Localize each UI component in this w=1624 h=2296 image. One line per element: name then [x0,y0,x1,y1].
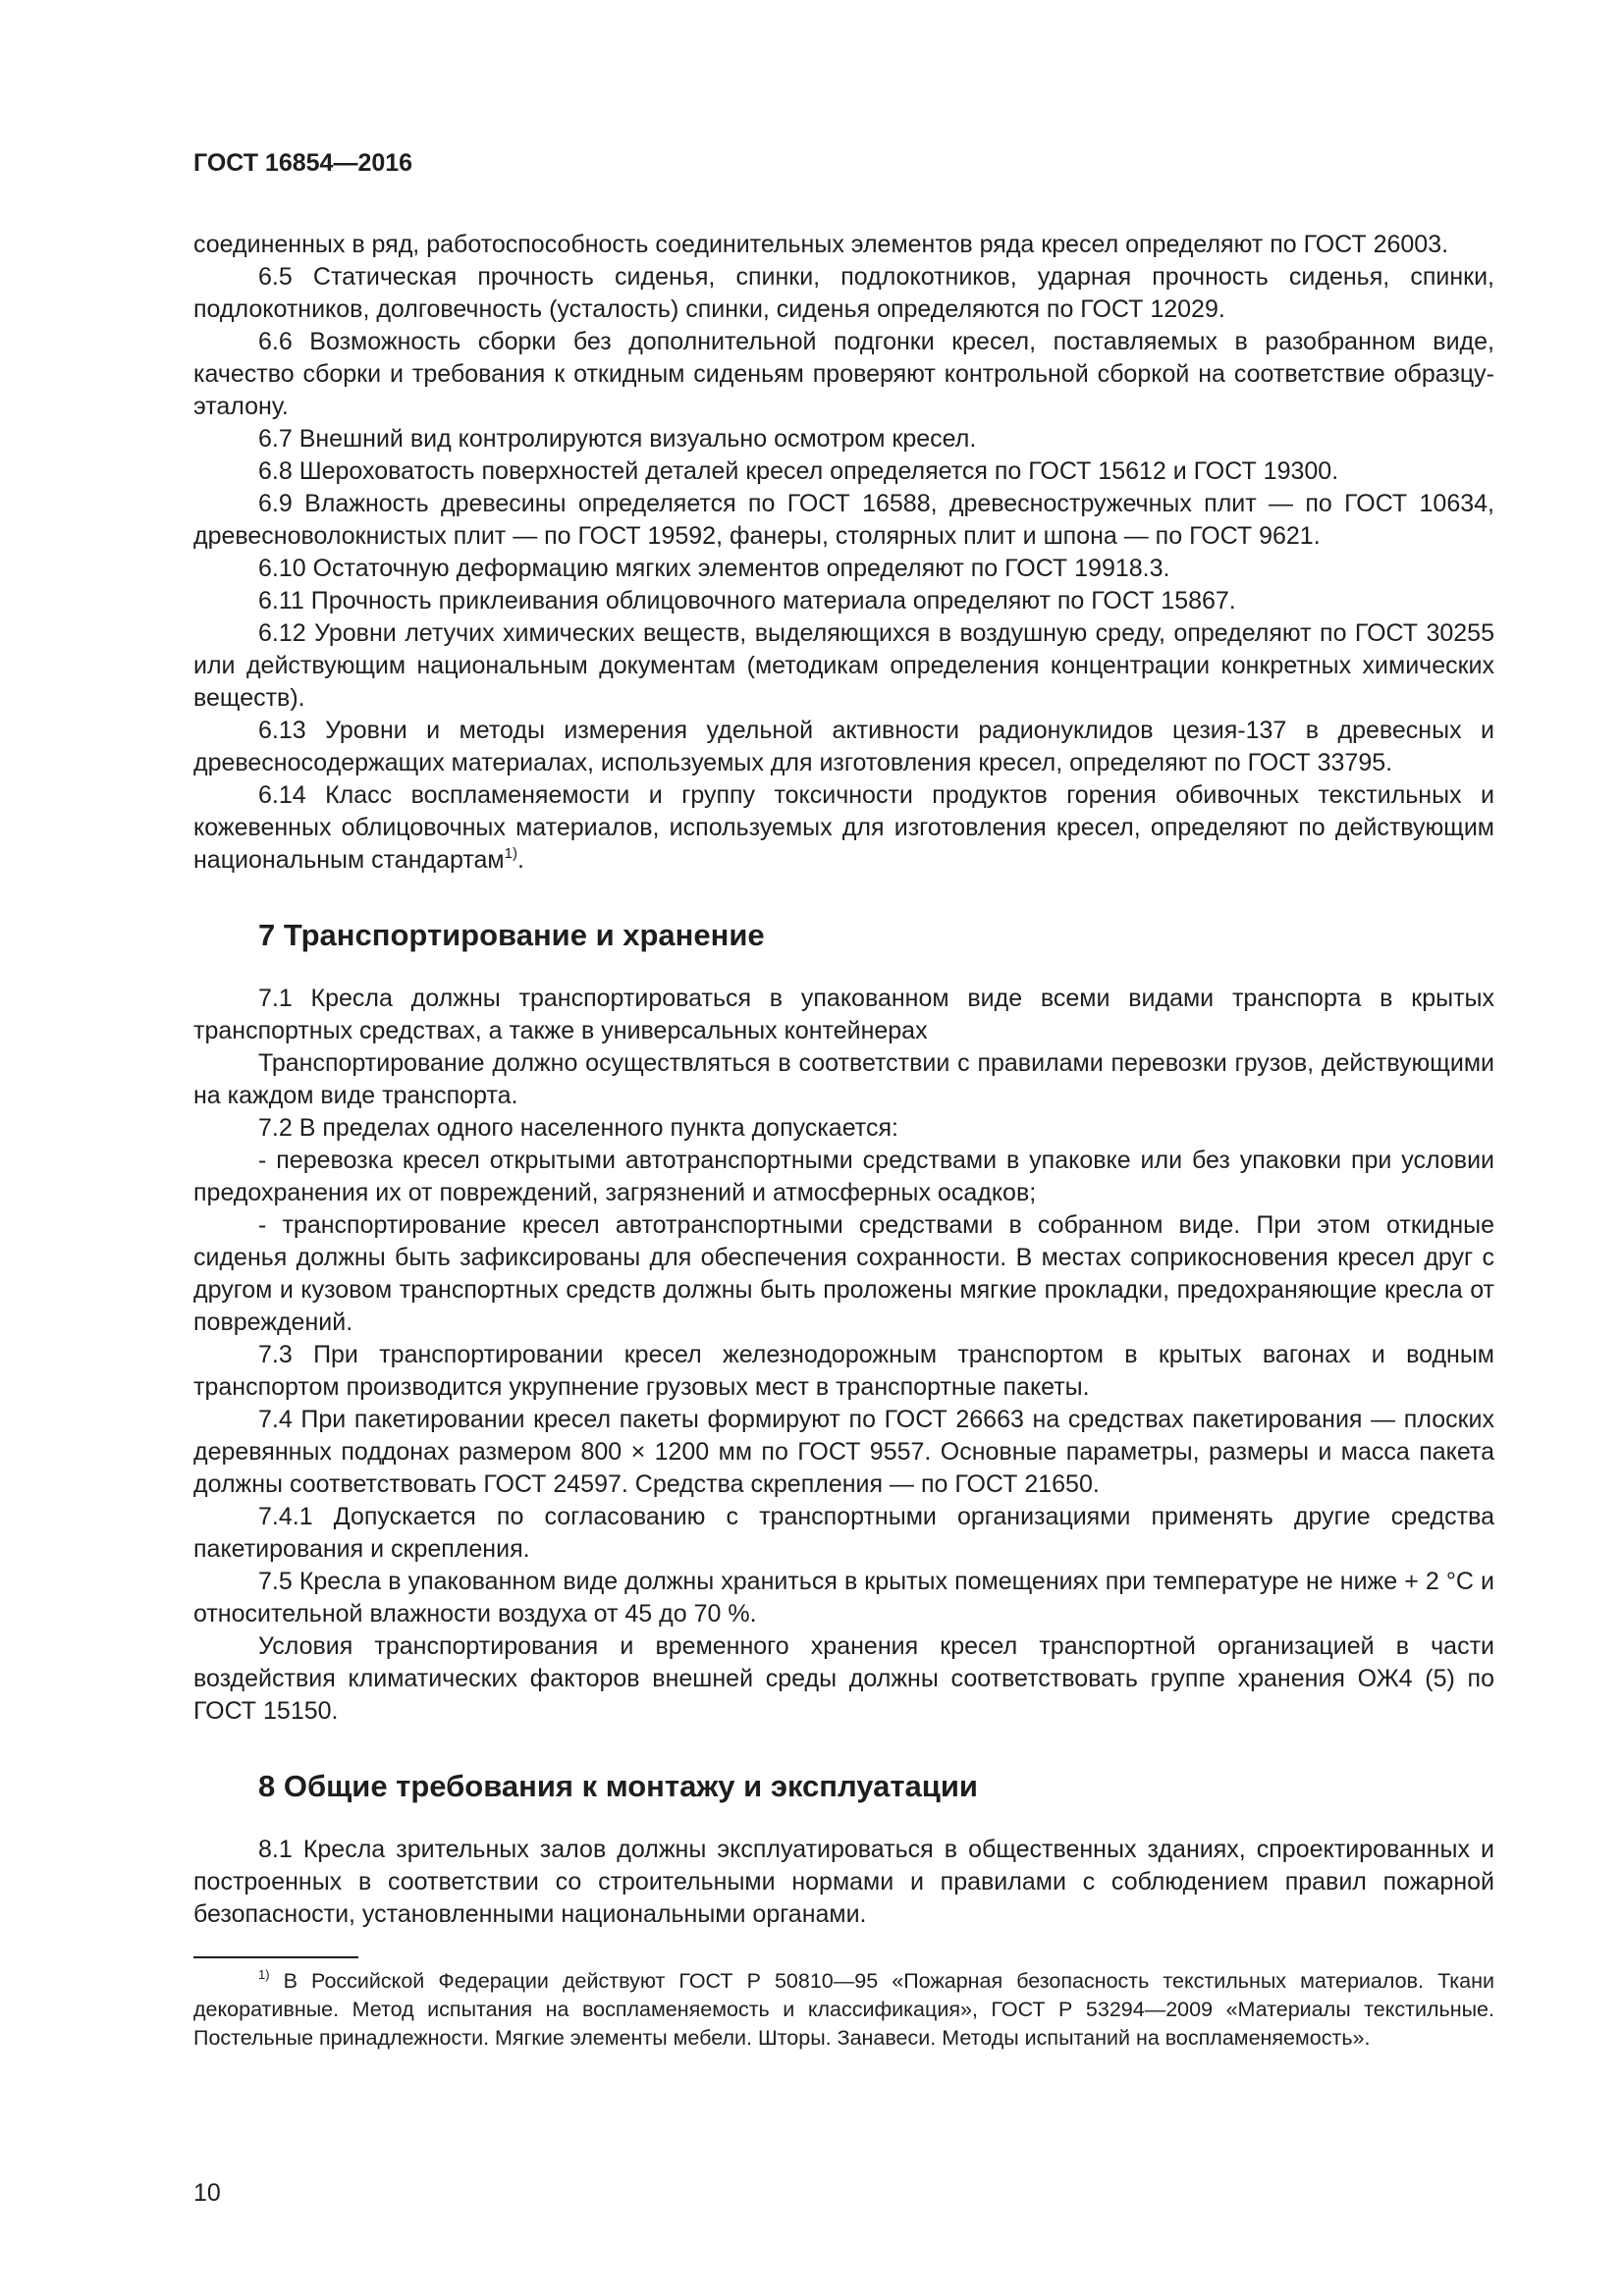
document-page [193,147,1494,2053]
footnote-divider [193,1956,358,1958]
paragraph-6-12: 6.12 Уровни летучих химических веществ, выделяющихся в воздушную среду, определяют по ГОСТ 30255 или действующим национальным документам (методикам определения концентрации конкретных химических веществ). [193,619,1494,712]
paragraph-7-3: 7.3 При транспортировании кресел железнодорожным транспортом в крытых вагонах и водным транспортом производится укрупнение грузовых мест в транспортные пакеты. [193,1341,1494,1401]
section-8-heading: 8 Общие требования к монтажу и эксплуатации [258,1769,978,1803]
paragraph-6-9: 6.9 Влажность древесины определяется по ГОСТ 16588, древесностружечных плит — по ГОСТ 10634, древесноволокнистых плит — по ГОСТ 19592, фанеры, столярных плит и шпона — по ГОСТ 9621. [193,490,1494,550]
paragraph-6-8: 6.8 Шероховатость поверхностей деталей кресел определяется по ГОСТ 15612 и ГОСТ 19300. [258,457,1339,485]
paragraph-7-2: 7.2 В пределах одного населенного пункта допускается: [258,1114,898,1142]
paragraph-7-1-transport: Транспортирование должно осуществляться в соответствии с правилами перевозки грузов, действующими на каждом виде транспорта. [193,1049,1494,1109]
footnote-text: В Российской Федерации действуют ГОСТ Р 50810—95 «Пожарная безопасность текстильных материалов. Ткани декоративные. Метод испытания на воспламеняемость и классификация», ГОСТ Р 53294—2009 «Материалы текстильные. Постельные принадлежности. Мягкие элементы мебели. Шторы. Занавеси. Методы испытаний на воспламеняемость». [193,1969,1494,2050]
list-item-assembled-transport: - транспортирование кресел автотранспортными средствами в собранном виде. При этом откидные сиденья должны быть зафиксированы для обеспечения сохранности. В местах соприкосновения кресел друг с другом и кузовом транспортных средств должны быть проложены мягкие прокладки, предохраняющие кресла от повреждений. [193,1211,1494,1336]
footnote-reference: 1) [504,845,517,862]
paragraph-8-1: 8.1 Кресла зрительных залов должны эксплуатироваться в общественных зданиях, спроектированных и построенных в соответствии со строительными нормами и правилами с соблюдением правил пожарной безопасности, установленными национальными органами. [193,1836,1494,1928]
paragraph-6-11: 6.11 Прочность приклеивания облицовочного материала определяют по ГОСТ 15867. [258,587,1236,614]
footnote [193,1967,1494,2053]
paragraph-7-1: 7.1 Кресла должны транспортироваться в упакованном виде всеми видами транспорта в крытых транспортных средствах, а также в универсальных контейнерах [193,985,1494,1044]
footnote-mark: 1) [258,1967,270,1982]
paragraph-7-4: 7.4 При пакетировании кресел пакеты формируют по ГОСТ 26663 на средствах пакетирования — плоских деревянных поддонах размером 800 × 1200 мм по ГОСТ 9557. Основные параметры, размеры и масса пакета должны соответствовать ГОСТ 24597. Средства скрепления — по ГОСТ 21650. [193,1406,1494,1498]
section-7-heading: 7 Транспортирование и хранение [258,918,765,952]
paragraph-7-4-1: 7.4.1 Допускается по согласованию с транспортными организациями применять другие средства пакетирования и скрепления. [193,1503,1494,1563]
paragraph-6-13: 6.13 Уровни и методы измерения удельной активности радионуклидов цезия-137 в древесных и древесносодержащих материалах, используемых для изготовления кресел, определяют по ГОСТ 33795. [193,717,1494,776]
paragraph-6-14-text: 6.14 Класс воспламеняемости и группу токсичности продуктов горения обивочных текстильных и кожевенных облицовочных материалов, используемых для изготовления кресел, определяют по действующим национальным стандартам [193,781,1494,874]
paragraph-7-5-conditions: Условия транспортирования и временного хранения кресел транспортной организацией в части воздействия климатических факторов внешней среды должны соответствовать группе хранения ОЖ4 (5) по ГОСТ 15150. [193,1632,1494,1725]
paragraph-6-7: 6.7 Внешний вид контролируются визуально осмотром кресел. [258,425,977,453]
document-header: ГОСТ 16854—2016 [193,149,413,177]
paragraph-7-5: 7.5 Кресла в упакованном виде должны храниться в крытых помещениях при температуре не ниже + 2 °С и относительной влажности воздуха от 45 до 70 %. [193,1568,1494,1628]
paragraph-6-5: 6.5 Статическая прочность сиденья, спинки, подлокотников, ударная прочность сиденья, спинки, подлокотников, долговечность (усталость) спинки, сиденья определяются по ГОСТ 12029. [193,263,1494,323]
paragraph-6-4-continuation: соединенных в ряд, работоспособность соединительных элементов ряда кресел определяют по ГОСТ 26003. [193,231,1449,258]
paragraph-6-6: 6.6 Возможность сборки без дополнительной подгонки кресел, поставляемых в разобранном виде, качество сборки и требования к откидным сиденьям проверяют контрольной сборкой на соответствие образцу-эталону. [193,328,1494,420]
paragraph-6-10: 6.10 Остаточную деформацию мягких элементов определяют по ГОСТ 19918.3. [258,555,1170,582]
paragraph-6-14 [193,779,1494,877]
page-number: 10 [193,2179,221,2207]
paragraph-6-14-end: . [516,846,524,874]
list-item-open-transport: - перевозка кресел открытыми автотранспортными средствами в упаковке или без упаковки при условии предохранения их от повреждений, загрязнений и атмосферных осадков; [193,1147,1494,1206]
